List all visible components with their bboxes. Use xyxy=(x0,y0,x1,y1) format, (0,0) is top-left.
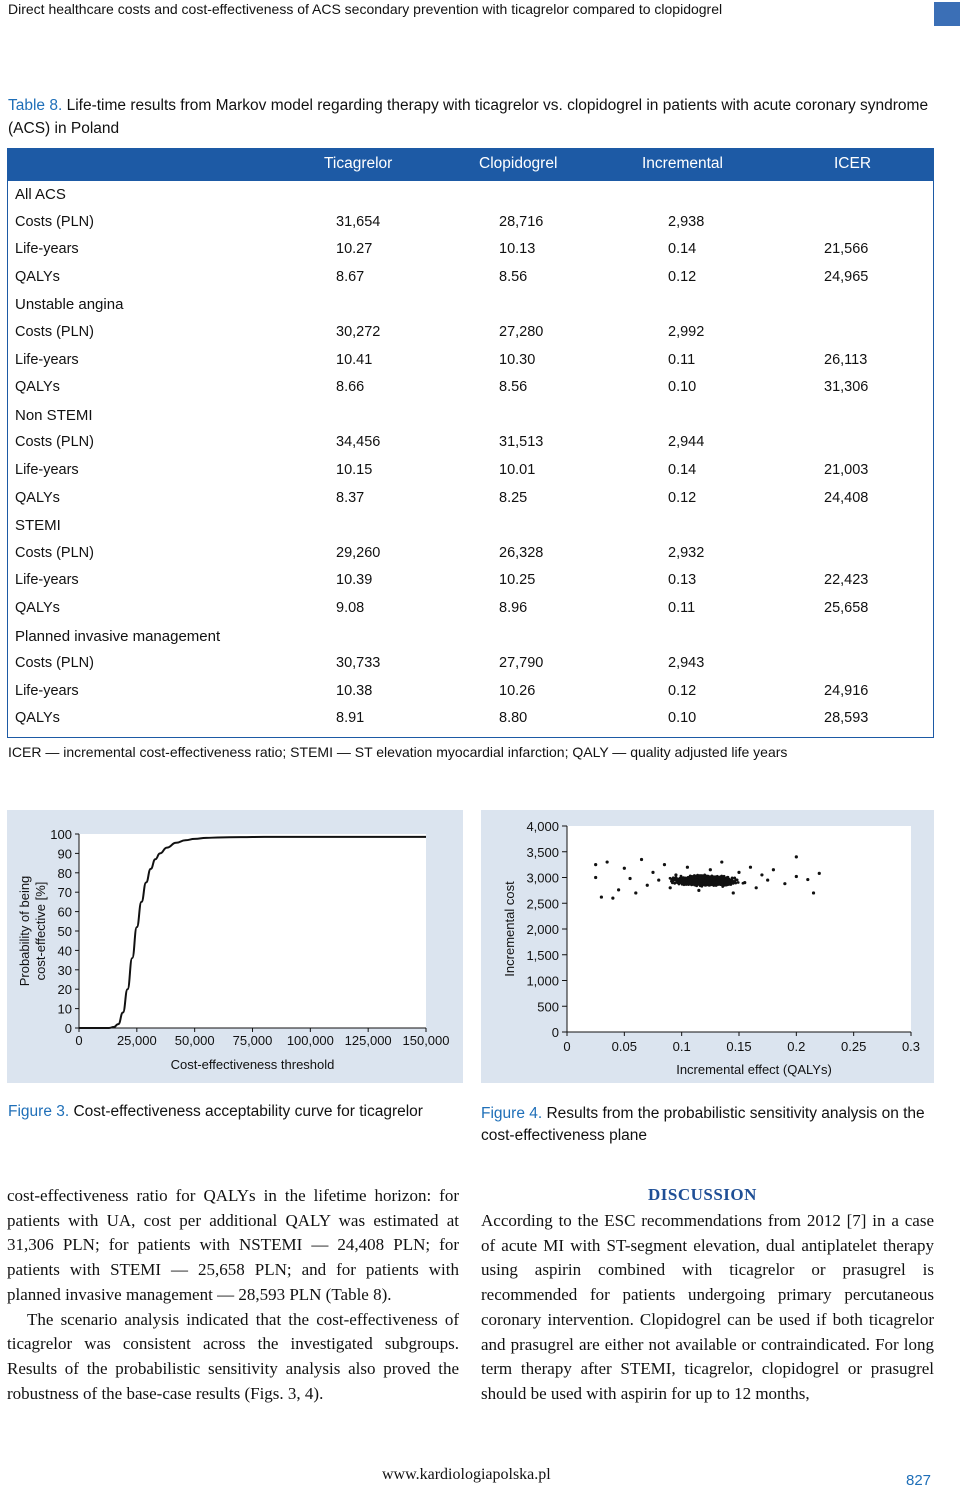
x-tick-label: 75,000 xyxy=(232,1033,273,1048)
plot-area xyxy=(79,834,426,1028)
simulation-point xyxy=(766,878,769,881)
simulation-point xyxy=(672,876,675,879)
table-cell: 26,113 xyxy=(824,351,868,368)
table-cell: 8.56 xyxy=(499,379,528,396)
simulation-point xyxy=(623,867,626,870)
y-tick-label: 90 xyxy=(57,846,72,862)
table-group-row xyxy=(8,402,933,429)
table-cell: 31,654 xyxy=(336,213,381,230)
simulation-point xyxy=(697,880,700,883)
table-cell: 0.11 xyxy=(668,600,696,616)
discussion-heading: DISCUSSION xyxy=(648,1185,757,1204)
table-cell: 25,658 xyxy=(824,600,869,616)
table-row xyxy=(8,705,933,732)
table-group-row xyxy=(8,623,933,650)
table-cell: 10.13 xyxy=(499,241,536,258)
x-tick-label: 0.1 xyxy=(672,1039,691,1054)
table-cell: 0.12 xyxy=(668,682,697,699)
simulation-point xyxy=(731,882,734,885)
simulation-point xyxy=(663,863,666,866)
simulation-point xyxy=(743,881,746,884)
simulation-point xyxy=(617,888,620,891)
table-cell: 10.25 xyxy=(499,572,536,589)
x-tick-label: 0 xyxy=(563,1039,571,1054)
y-tick-label: 10 xyxy=(57,1001,72,1017)
simulation-point xyxy=(755,886,758,889)
simulation-point xyxy=(680,881,683,884)
simulation-point xyxy=(718,877,721,880)
table-cell: 10.41 xyxy=(336,351,373,368)
column-header-clopidogrel: Clopidogrel xyxy=(479,155,558,172)
simulation-point xyxy=(734,880,737,883)
left-column-text xyxy=(7,1184,459,1406)
row-label: Life-years xyxy=(15,462,79,478)
simulation-point xyxy=(760,873,763,876)
table-cell: 21,003 xyxy=(824,462,869,478)
simulation-point xyxy=(795,855,798,858)
table-group-row xyxy=(8,181,933,208)
table-row xyxy=(8,595,933,622)
simulation-point xyxy=(714,884,717,887)
table-row xyxy=(8,540,933,567)
x-tick-label: 50,000 xyxy=(174,1033,215,1048)
y-tick-label: 3,000 xyxy=(526,870,559,886)
simulation-point xyxy=(709,868,712,871)
table-cell: 10.30 xyxy=(499,351,536,368)
x-tick-label: 0.3 xyxy=(901,1039,921,1054)
simulation-point xyxy=(783,882,786,885)
simulation-point xyxy=(640,858,643,861)
y-tick-label: 3,500 xyxy=(526,844,559,860)
simulation-point xyxy=(720,860,723,863)
x-tick-label: 0.15 xyxy=(726,1039,752,1054)
simulation-point xyxy=(674,873,677,876)
figure-4-caption-text: Results from the probabilistic sensitivity analysis on the cost-effectiveness plane xyxy=(481,1105,925,1144)
running-title: Direct healthcare costs and cost-effectiveness of ACS secondary prevention with ticagrelor compared to clopidogrel xyxy=(8,1,723,17)
simulation-point xyxy=(732,891,735,894)
simulation-point xyxy=(806,878,809,881)
table-cell: 27,790 xyxy=(499,655,544,672)
simulation-point xyxy=(721,878,724,881)
y-tick-label: 20 xyxy=(57,982,72,998)
simulation-point xyxy=(698,876,701,879)
simulation-point xyxy=(812,891,815,894)
simulation-point xyxy=(657,878,660,881)
table-cell: 8.80 xyxy=(499,710,528,727)
y-tick-label: 0 xyxy=(64,1021,72,1036)
y-tick-label: 40 xyxy=(57,943,72,959)
right-column-text xyxy=(481,1209,934,1407)
table-cell: 0.12 xyxy=(668,489,697,506)
y-tick-label: 80 xyxy=(57,865,72,881)
simulation-point xyxy=(715,880,718,883)
x-tick-label: 0 xyxy=(75,1033,83,1048)
row-label: All ACS xyxy=(15,186,66,203)
plot-area xyxy=(567,826,911,1032)
simulation-point xyxy=(687,883,690,886)
row-label: Life-years xyxy=(15,351,79,368)
simulation-point xyxy=(737,871,740,874)
journal-website: www.kardiologiapolska.pl xyxy=(382,1466,551,1483)
figure-3-label: Figure 3. xyxy=(8,1103,70,1120)
x-tick-label: 100,000 xyxy=(286,1033,334,1048)
row-label: QALYs xyxy=(15,600,60,616)
row-label: Costs (PLN) xyxy=(15,655,94,672)
table-caption-text: Life-time results from Markov model regarding therapy with ticagrelor vs. clopidogrel in patients with acute coronary syndrome (ACS) in Poland xyxy=(8,97,929,137)
table-group-row xyxy=(8,291,933,318)
x-axis-label: Incremental effect (QALYs) xyxy=(676,1062,832,1077)
table-cell: 10.15 xyxy=(336,462,373,478)
corner-color-tab xyxy=(934,2,960,26)
row-label: Costs (PLN) xyxy=(15,544,94,561)
table-row xyxy=(8,374,933,401)
table-cell: 8.91 xyxy=(336,710,365,727)
simulation-point xyxy=(671,881,674,884)
right-paragraph-1: According to the ESC recommendations from 2012 [7] in a case of acute MI with ST-segment elevation, dual antiplatelet therapy using aspirin combined with ticagrelor or prasugrel is recommended for patients undergoing primary percutaneous coronary intervention. Clopidogrel can be used if both ticagrelor and prasugrel are either not available or contraindicated. For long term therapy after STEMI, ticagrelor, clopidogrel or prasugrel should be used with aspirin for up to 12 months, xyxy=(481,1211,934,1403)
page-number: 827 xyxy=(906,1472,932,1489)
column-header-incremental: Incremental xyxy=(642,155,723,172)
y-tick-label: 30 xyxy=(57,962,72,978)
figure-4-label: Figure 4. xyxy=(481,1105,543,1122)
simulation-point xyxy=(669,886,672,889)
simulation-point xyxy=(594,863,597,866)
table-cell: 30,272 xyxy=(336,324,381,340)
table-cell: 9.08 xyxy=(336,600,365,616)
row-label: Costs (PLN) xyxy=(15,213,94,230)
simulation-point xyxy=(670,879,673,882)
simulation-point xyxy=(697,889,700,892)
simulation-point xyxy=(749,866,752,869)
y-tick-label: 70 xyxy=(57,885,72,901)
simulation-point xyxy=(712,878,715,881)
table-cell: 10.27 xyxy=(336,241,373,258)
table-cell: 28,716 xyxy=(499,213,544,230)
row-label: STEMI xyxy=(15,517,61,535)
table-row xyxy=(8,457,933,484)
table-cell: 27,280 xyxy=(499,324,544,340)
row-label: QALYs xyxy=(15,710,60,727)
table-row xyxy=(8,650,933,677)
table-cell: 0.14 xyxy=(668,241,697,258)
row-label: Planned invasive management xyxy=(15,627,221,645)
table-cell: 8.56 xyxy=(499,268,528,285)
simulation-point xyxy=(772,868,775,871)
simulation-point xyxy=(611,897,614,900)
simulation-point xyxy=(600,895,603,898)
table-cell: 30,733 xyxy=(336,655,381,672)
row-label: QALYs xyxy=(15,379,60,396)
y-tick-label: 0 xyxy=(551,1025,559,1040)
x-tick-label: 150,000 xyxy=(402,1033,450,1048)
x-axis-label: Cost-effectiveness threshold xyxy=(170,1057,335,1072)
table-cell: 10.39 xyxy=(336,572,373,589)
simulation-point xyxy=(737,881,740,884)
table-cell: 29,260 xyxy=(336,544,381,561)
simulation-point xyxy=(676,878,679,881)
table-cell: 2,943 xyxy=(668,655,705,672)
x-tick-label: 0.05 xyxy=(611,1039,637,1054)
table-cell: 8.96 xyxy=(499,600,528,616)
table-row xyxy=(8,236,933,263)
x-tick-label: 125,000 xyxy=(344,1033,392,1048)
y-tick-label: 1,500 xyxy=(526,947,559,963)
table-cell: 22,423 xyxy=(824,572,869,589)
x-tick-label: 25,000 xyxy=(116,1033,157,1048)
table-cell: 21,566 xyxy=(824,241,869,258)
table-cell: 0.10 xyxy=(668,379,697,396)
simulation-point xyxy=(818,872,821,875)
simulation-point xyxy=(669,877,672,880)
simulation-point xyxy=(703,879,706,882)
table-caption-label: Table 8. xyxy=(8,97,63,114)
row-label: Life-years xyxy=(15,241,79,258)
y-axis-label xyxy=(17,876,48,987)
simulation-point xyxy=(692,876,695,879)
simulation-point xyxy=(712,881,715,884)
table-cell: 2,938 xyxy=(668,213,705,230)
simulation-point xyxy=(628,877,631,880)
table-cell: 0.10 xyxy=(668,710,697,727)
table-cell: 8.37 xyxy=(336,489,365,506)
table-row xyxy=(8,347,933,374)
row-label: Non STEMI xyxy=(15,406,93,424)
table-cell: 8.67 xyxy=(336,268,365,285)
y-axis-label: Incremental cost xyxy=(502,881,517,977)
figure-4-caption xyxy=(481,1103,931,1147)
y-axis-label-line: cost-effective [%] xyxy=(33,881,48,981)
table-cell: 8.25 xyxy=(499,489,528,506)
y-tick-label: 100 xyxy=(50,827,72,842)
y-tick-label: 2,000 xyxy=(526,922,559,937)
table-row xyxy=(8,485,933,512)
table-row xyxy=(8,678,933,705)
row-label: QALYs xyxy=(15,268,60,285)
simulation-point xyxy=(731,876,734,879)
acceptability-curve-chart xyxy=(7,810,463,1083)
simulation-point xyxy=(680,876,683,879)
table-cell: 24,965 xyxy=(824,268,869,285)
y-axis-label-line: Probability of being xyxy=(17,875,32,987)
row-label: Costs (PLN) xyxy=(15,324,94,340)
table-cell: 24,916 xyxy=(824,682,869,699)
simulation-point xyxy=(699,882,702,885)
table-row xyxy=(8,319,933,346)
y-tick-label: 4,000 xyxy=(526,819,559,834)
column-header-icer: ICER xyxy=(834,155,872,172)
table-group-row xyxy=(8,512,933,539)
table-cell: 0.12 xyxy=(668,268,697,285)
table-cell: 31,306 xyxy=(824,379,869,396)
row-label: Life-years xyxy=(15,682,79,699)
y-tick-label: 1,000 xyxy=(526,973,559,989)
simulation-point xyxy=(692,882,695,885)
figure-3-caption-text: Cost-effectiveness acceptability curve for ticagrelor xyxy=(69,1103,423,1120)
simulation-point xyxy=(726,876,729,879)
simulation-point xyxy=(686,866,689,869)
table-cell: 24,408 xyxy=(824,489,869,506)
table-cell: 0.11 xyxy=(668,351,696,368)
simulation-point xyxy=(651,871,654,874)
table-cell: 8.66 xyxy=(336,379,365,396)
column-header-ticagrelor: Ticagrelor xyxy=(324,155,393,172)
row-label: Unstable angina xyxy=(15,296,124,314)
table-cell: 0.13 xyxy=(668,572,697,589)
table-row xyxy=(8,264,933,291)
simulation-point xyxy=(606,860,609,863)
figure-3-panel xyxy=(7,810,463,1083)
simulation-point xyxy=(594,876,597,879)
simulation-point xyxy=(689,880,692,883)
y-tick-label: 500 xyxy=(537,999,559,1015)
table-cell: 28,593 xyxy=(824,710,869,727)
table-cell: 10.26 xyxy=(499,682,536,699)
y-tick-label: 2,500 xyxy=(526,896,559,912)
table-header-row xyxy=(8,148,933,181)
results-table xyxy=(7,148,934,738)
row-label: Life-years xyxy=(15,572,79,589)
cost-effectiveness-plane-chart xyxy=(481,810,934,1083)
table-cell: 10.01 xyxy=(499,462,536,478)
table-cell: 31,513 xyxy=(499,434,544,451)
table-cell: 26,328 xyxy=(499,544,544,561)
table-footnote: ICER — incremental cost-effectiveness ratio; STEMI — ST elevation myocardial infarction; QALY — quality adjusted life years xyxy=(8,744,788,760)
table-cell: 2,932 xyxy=(668,544,705,561)
x-tick-label: 0.2 xyxy=(787,1039,806,1054)
table-cell: 2,944 xyxy=(668,434,705,451)
y-tick-label: 60 xyxy=(57,904,72,920)
left-paragraph-2: The scenario analysis indicated that the cost-effectiveness of ticagrelor was consistent across the investigated subgroups. Results of the probabilistic sensitivity analysis also proved the robustness of the base-case results (Figs. 3, 4). xyxy=(7,1309,459,1403)
simulation-point xyxy=(724,884,727,887)
row-label: QALYs xyxy=(15,489,60,506)
table-cell: 2,992 xyxy=(668,324,705,340)
figure-4-panel xyxy=(481,810,934,1083)
y-tick-label: 50 xyxy=(57,924,72,939)
table-row xyxy=(8,429,933,456)
figure-3-caption xyxy=(8,1101,458,1123)
row-label: Costs (PLN) xyxy=(15,434,94,451)
table-row xyxy=(8,567,933,594)
left-paragraph-1: cost-effectiveness ratio for QALYs in the lifetime horizon: for patients with UA, cost per additional QALY was estimated at 31,306 PLN; for patients with NSTEMI — 24,408 PLN; for patients with STEMI — 25,658 PLN; and for patients with planned invasive management — 28,593 PLN (Table 8). xyxy=(7,1186,459,1304)
simulation-point xyxy=(795,875,798,878)
table-cell: 0.14 xyxy=(668,462,697,478)
simulation-point xyxy=(694,878,697,881)
table-row xyxy=(8,209,933,236)
simulation-point xyxy=(646,884,649,887)
table-cell: 10.38 xyxy=(336,682,373,699)
x-tick-label: 0.25 xyxy=(841,1039,867,1054)
simulation-point xyxy=(720,883,723,886)
table-caption xyxy=(8,94,938,140)
simulation-point xyxy=(634,891,637,894)
table-cell: 34,456 xyxy=(336,434,381,451)
